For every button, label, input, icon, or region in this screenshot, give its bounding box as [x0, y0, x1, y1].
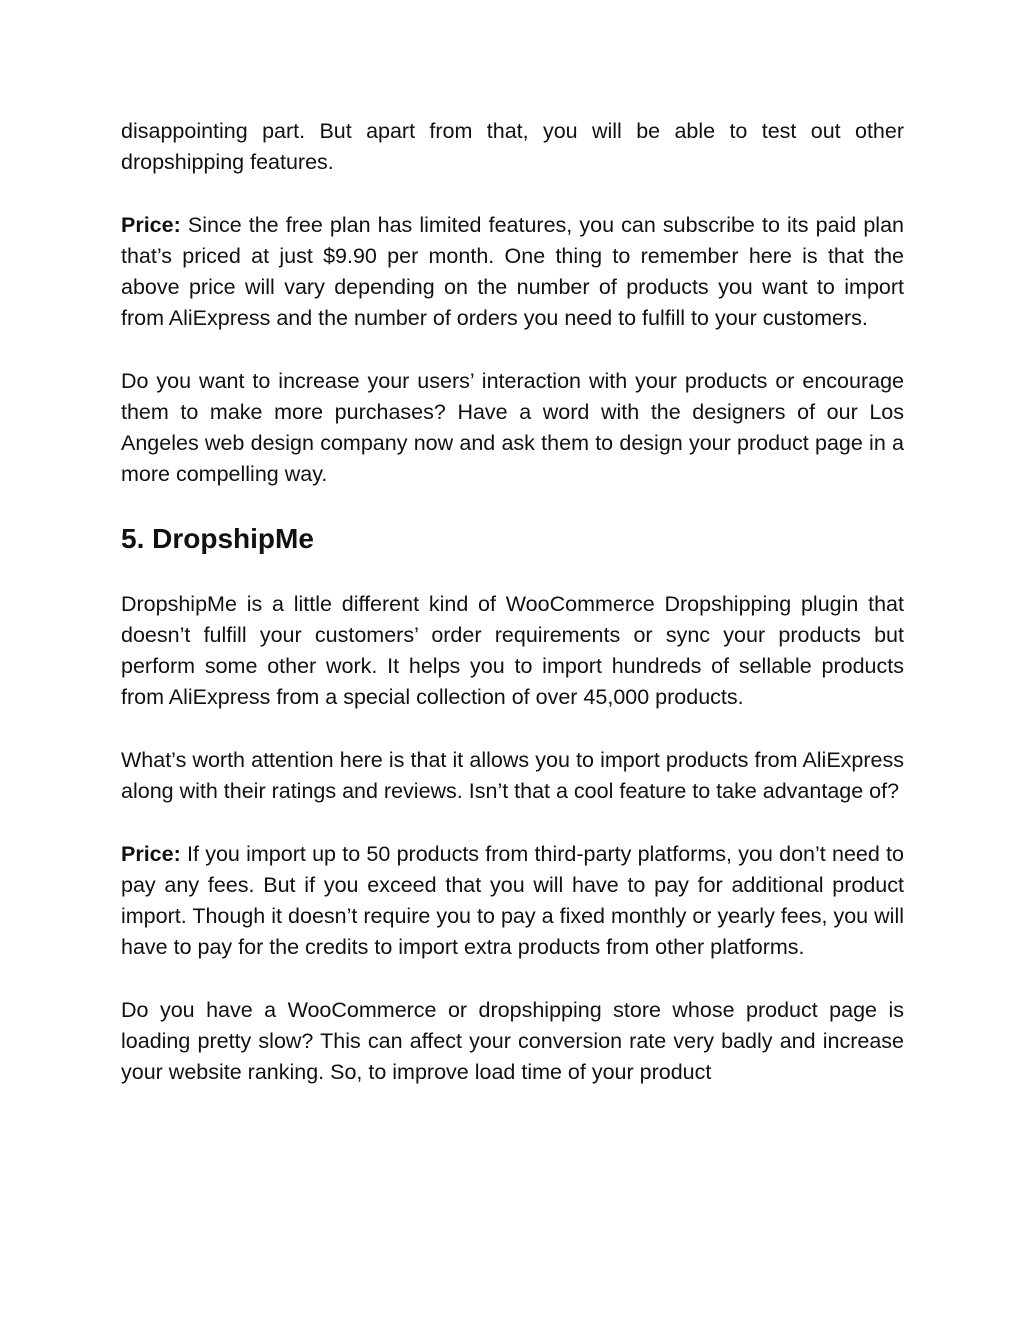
price-text: Since the free plan has limited features, you can subscribe to its paid plan that’s priced at just $9.90 per month. One thing to remember here is that the above price will vary depending on the number of products you want to import from AliExpress and the number of orders you need to fulfill to your customers. — [121, 213, 904, 330]
paragraph-price-free-plan — [121, 210, 904, 334]
price-label: Price: — [121, 842, 181, 866]
paragraph-intro-continued: disappointing part. But apart from that, you will be able to test out other dropshipping features. — [121, 119, 904, 174]
paragraph-dropshipme-ratings: What’s worth attention here is that it allows you to import products from AliExpress along with their ratings and reviews. Isn’t that a cool feature to take advantage of? — [121, 748, 904, 803]
price-label: Price: — [121, 213, 181, 237]
paragraph-load-time: Do you have a WooCommerce or dropshipping store whose product page is loading pretty slow? This can affect your conversion rate very badly and increase your website ranking. So, to improve load time of your product — [121, 998, 904, 1084]
document-page — [121, 116, 904, 1120]
paragraph-dropshipme-intro: DropshipMe is a little different kind of WooCommerce Dropshipping plugin that doesn’t fulfill your customers’ order requirements or sync your products but perform some other work. It helps you to import hundreds of sellable products from AliExpress from a special collection of over 45,000 products. — [121, 592, 904, 709]
price-text: If you import up to 50 products from third-party platforms, you don’t need to pay any fees. But if you exceed that you will have to pay for additional product import. Though it doesn’t require you to pay a fixed monthly or yearly fees, you will have to pay for the credits to import extra products from other platforms. — [121, 842, 904, 959]
paragraph-price-dropshipme — [121, 839, 904, 963]
paragraph-design-cta: Do you want to increase your users’ interaction with your products or encourage them to make more purchases? Have a word with the designers of our Los Angeles web design company now and ask them to design your product page in a more compelling way. — [121, 369, 904, 486]
section-heading-dropshipme: 5. DropshipMe — [121, 523, 314, 554]
